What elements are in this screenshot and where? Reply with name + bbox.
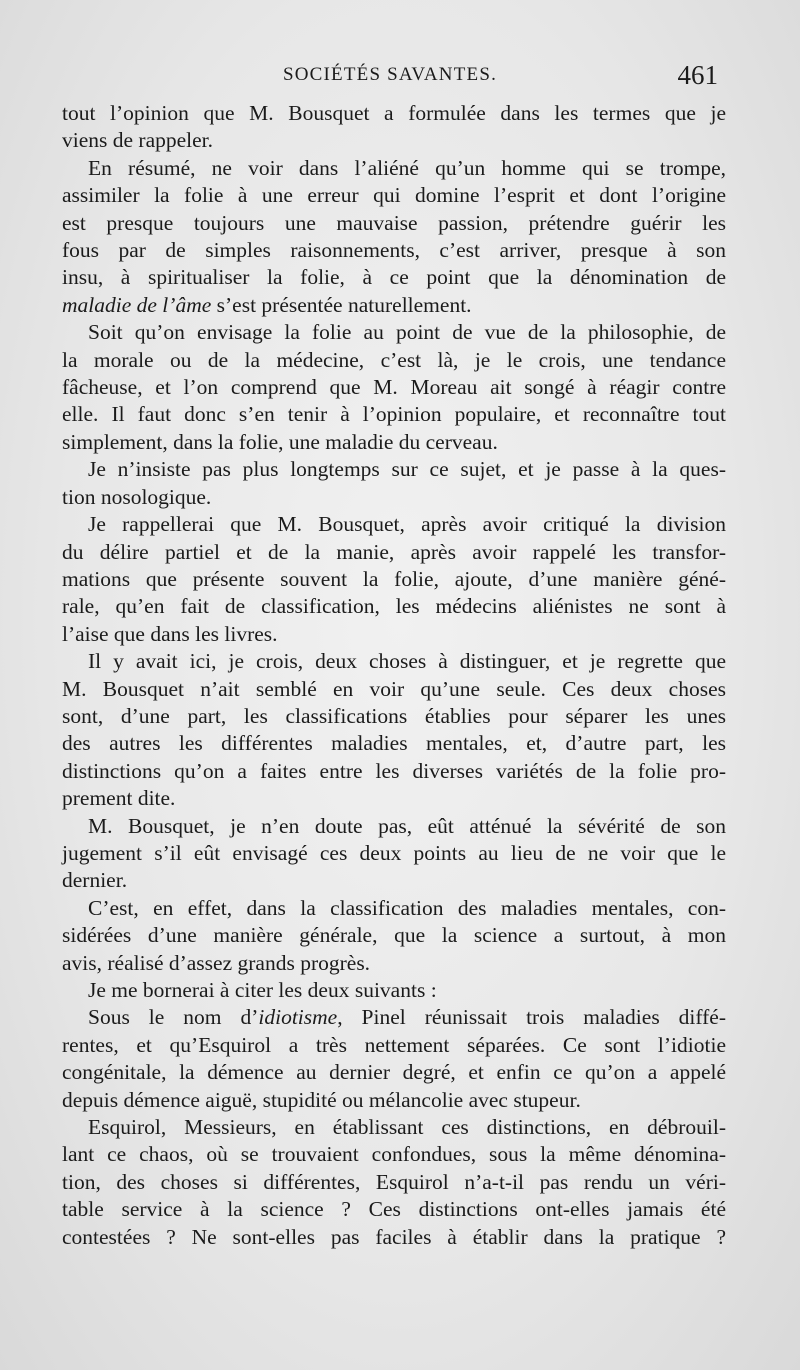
text-line: la morale ou de la médecine, c’est là, je le crois, une tendance — [62, 347, 726, 372]
text-line: Il y avait ici, je crois, deux choses à distinguer, et je regrette que — [88, 649, 726, 674]
text-line: avis, réalisé d’assez grands progrès. — [62, 950, 371, 975]
italic-term: idiotisme — [258, 1005, 338, 1030]
text-line: du délire partiel et de la manie, après avoir rappelé les transfor- — [62, 539, 726, 564]
text-line: congénitale, la démence au dernier degré, et enfin ce qu’on a appelé — [62, 1060, 726, 1085]
text-run: Sous le nom d’ — [88, 1005, 259, 1030]
text-line: rentes, et qu’Esquirol a très nettement séparées. Ce sont l’idiotie — [62, 1032, 726, 1057]
text-line: dernier. — [62, 868, 128, 893]
text-line: Je me bornerai à citer les deux suivants : — [88, 978, 437, 1002]
text-line: sont, d’une part, les classifications établies pour séparer les unes — [62, 703, 726, 728]
text-line: assimiler la folie à une erreur qui domine l’esprit et dont l’origine — [62, 183, 726, 208]
paragraph — [62, 648, 726, 812]
text-line: M. Bousquet, je n’en doute pas, eût atténué la sévérité de son — [88, 813, 726, 838]
text-line — [62, 1004, 726, 1031]
text-line: jugement s’il eût envisagé ces deux points au lieu de ne voir que le — [62, 840, 726, 865]
text-line: En résumé, ne voir dans l’aliéné qu’un homme qui se trompe, — [88, 155, 726, 180]
paragraph — [62, 319, 726, 456]
text-line: sidérées d’une manière générale, que la science a surtout, à mon — [62, 923, 726, 948]
text-line: des autres les différentes maladies mentales, et, d’autre part, les — [62, 731, 726, 756]
text-line: insu, à spiritualiser la folie, à ce point que la dénomination de — [62, 265, 726, 290]
text-run: , Pinel réunissait trois maladies diffé- — [337, 1005, 726, 1030]
paragraph — [62, 977, 726, 1004]
text-line: lant ce chaos, où se trouvaient confondues, sous la même dénomina- — [62, 1142, 726, 1167]
text-line: contestées ? Ne sont-elles pas faciles à établir dans la pratique ? — [62, 1224, 726, 1249]
text-line: Je rappellerai que M. Bousquet, après avoir critiqué la division — [88, 512, 726, 537]
paragraph — [62, 895, 726, 977]
text-line: tion nosologique. — [62, 484, 212, 509]
text-line: l’aise que dans les livres. — [62, 621, 278, 646]
page-number: 461 — [677, 60, 718, 90]
paragraph — [62, 1114, 726, 1251]
text-line: mations que présente souvent la folie, ajoute, d’une manière géné- — [62, 566, 726, 591]
text-line: depuis démence aiguë, stupidité ou mélancolie avec stupeur. — [62, 1087, 581, 1112]
text-line: tion, des choses si différentes, Esquirol n’a-t-il pas rendu un véri- — [62, 1169, 726, 1194]
page-header — [62, 58, 718, 92]
text-line: est presque toujours une mauvaise passion, prétendre guérir les — [62, 210, 726, 235]
running-title: SOCIÉTÉS SAVANTES. — [282, 64, 498, 85]
text-run: s’est présentée naturellement. — [211, 292, 472, 317]
paragraph — [62, 813, 726, 895]
text-line: simplement, dans la folie, une maladie du cerveau. — [62, 429, 498, 454]
text-line: table service à la science ? Ces distinctions ont-elles jamais été — [62, 1197, 726, 1222]
text-line: distinctions qu’on a faites entre les diverses variétés de la folie pro- — [62, 758, 726, 783]
text-line: C’est, en effet, dans la classification des maladies mentales, con- — [88, 895, 726, 920]
text-line: Soit qu’on envisage la folie au point de vue de la philosophie, de — [88, 320, 726, 345]
text-line: prement dite. — [62, 786, 176, 811]
paragraph — [62, 1004, 726, 1114]
italic-term: maladie de l’âme — [62, 292, 212, 317]
text-line — [62, 292, 726, 319]
text-line: fous par de simples raisonnements, c’est arriver, presque à son — [62, 238, 726, 263]
text-line: fâcheuse, et l’on comprend que M. Moreau ait songé à réagir contre — [62, 375, 726, 400]
text-line: tout l’opinion que M. Bousquet a formulée dans les termes que je — [62, 101, 726, 125]
text-line: M. Bousquet n’ait semblé en voir qu’une seule. Ces deux choses — [62, 676, 726, 701]
text-line: Esquirol, Messieurs, en établissant ces distinctions, en débrouil- — [88, 1115, 726, 1140]
paragraph — [62, 511, 726, 648]
text-line: viens de rappeler. — [62, 128, 214, 153]
paragraph — [62, 100, 726, 155]
text-line: Je n’insiste pas plus longtemps sur ce sujet, et je passe à la ques- — [88, 457, 726, 482]
paragraph — [62, 155, 726, 319]
paragraph — [62, 456, 726, 511]
text-line: elle. Il faut donc s’en tenir à l’opinion populaire, et reconnaître tout — [62, 402, 726, 427]
body-text — [62, 100, 726, 1251]
text-line: rale, qu’en fait de classification, les médecins aliénistes ne sont à — [62, 594, 726, 619]
